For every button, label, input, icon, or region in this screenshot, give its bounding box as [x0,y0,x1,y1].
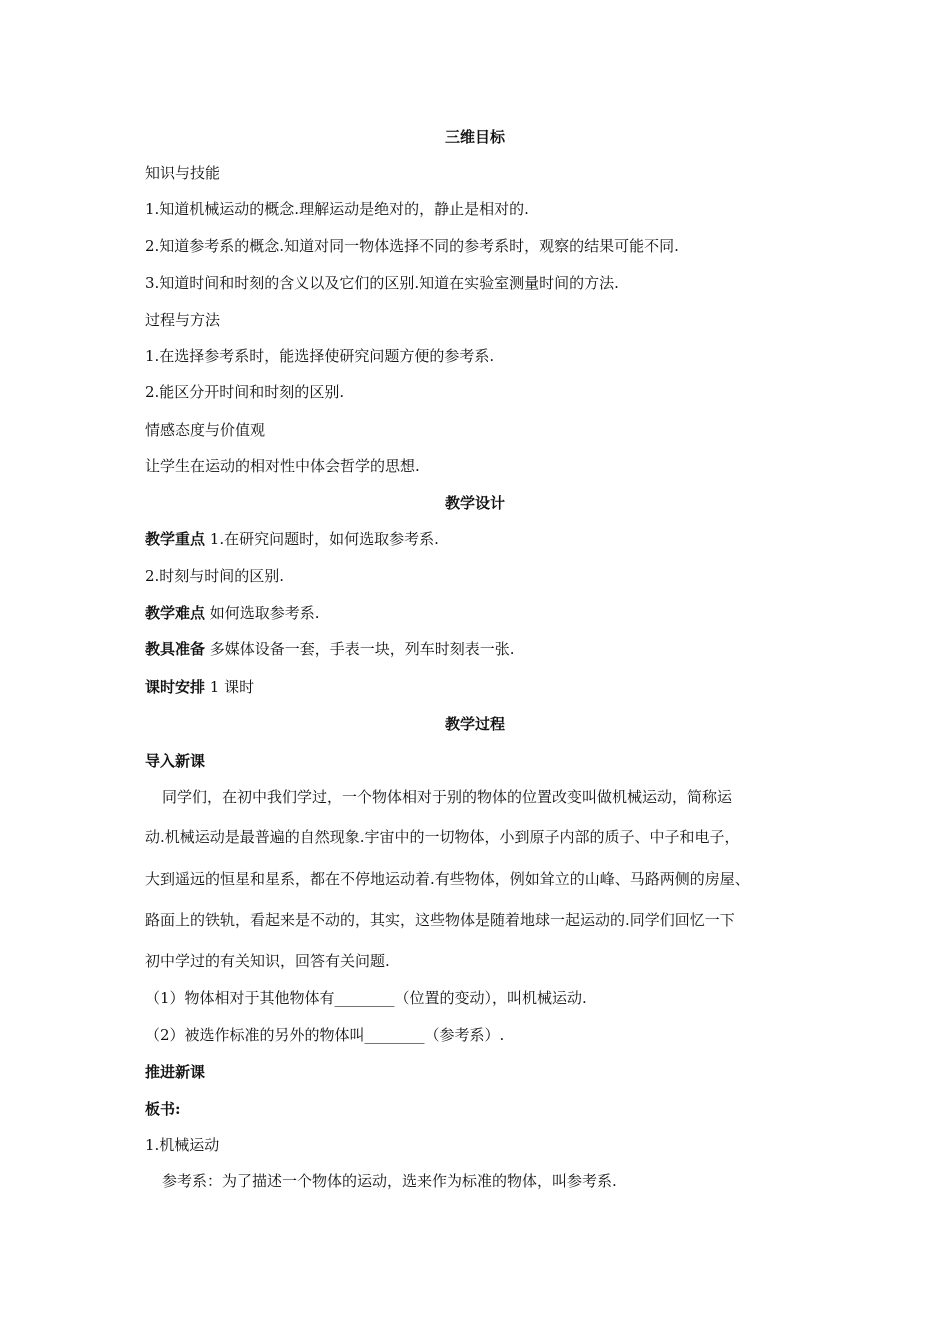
question-1: （1）物体相对于其他物体有________（位置的变动），叫机械运动. [145,989,587,1007]
question-2: （2）被选作标准的另外的物体叫________（参考系）. [145,1026,505,1044]
intro-paragraph-line: 同学们，在初中我们学过，一个物体相对于别的物体的位置改变叫做机械运动，简称运 [162,788,733,806]
process-method-heading: 过程与方法 [145,311,221,329]
teaching-tools [145,638,825,660]
knowledge-item-2: 2.知道参考系的概念.知道对同一物体选择不同的参考系时，观察的结果可能不同. [145,237,679,255]
section-title-objectives: 三维目标 [444,128,505,146]
process-method-item-2: 2.能区分开时间和时刻的区别. [145,383,345,401]
teaching-focus-text: 1.在研究问题时，如何选取参考系. [205,530,439,548]
intro-paragraph-line: 初中学过的有关知识，回答有关问题. [145,952,390,970]
teaching-tools-label: 教具准备 [145,640,206,658]
section-title-process: 教学过程 [444,715,505,733]
teaching-focus [145,528,825,550]
teaching-difficulty [145,602,825,624]
teaching-difficulty-label: 教学难点 [145,604,206,622]
intro-paragraph-line: 路面上的铁轨，看起来是不动的，其实，这些物体是随着地球一起运动的.同学们回忆一下 [145,911,735,929]
board-heading: 板书: [145,1100,181,1118]
section-title-design: 教学设计 [444,494,505,512]
advance-heading: 推进新课 [145,1063,206,1081]
class-schedule-label: 课时安排 [145,678,206,696]
class-schedule [145,676,825,698]
intro-paragraph-line: 大到遥远的恒星和星系，都在不停地运动着.有些物体，例如耸立的山峰、马路两侧的房屋、 [145,870,750,888]
attitude-heading: 情感态度与价值观 [145,421,266,439]
intro-heading: 导入新课 [145,752,206,770]
teaching-difficulty-text: 如何选取参考系. [205,604,320,622]
process-method-item-1: 1.在选择参考系时，能选择使研究问题方便的参考系. [145,347,495,365]
knowledge-item-3: 3.知道时间和时刻的含义以及它们的区别.知道在实验室测量时间的方法. [145,274,619,292]
board-definition-reference-frame: 参考系：为了描述一个物体的运动，选来作为标准的物体，叫参考系. [162,1172,617,1190]
teaching-focus-item-2: 2.时刻与时间的区别. [145,567,285,585]
knowledge-item-1: 1.知道机械运动的概念.理解运动是绝对的，静止是相对的. [145,200,529,218]
knowledge-heading: 知识与技能 [145,164,221,182]
teaching-tools-text: 多媒体设备一套，手表一块，列车时刻表一张. [205,640,515,658]
board-item-mechanical-motion: 1.机械运动 [145,1136,220,1154]
intro-paragraph-line: 动.机械运动是最普遍的自然现象.宇宙中的一切物体，小到原子内部的质子、中子和电子， [145,828,740,846]
teaching-focus-label: 教学重点 [145,530,206,548]
class-schedule-text: 1 课时 [205,678,255,696]
attitude-text: 让学生在运动的相对性中体会哲学的思想. [145,457,420,475]
